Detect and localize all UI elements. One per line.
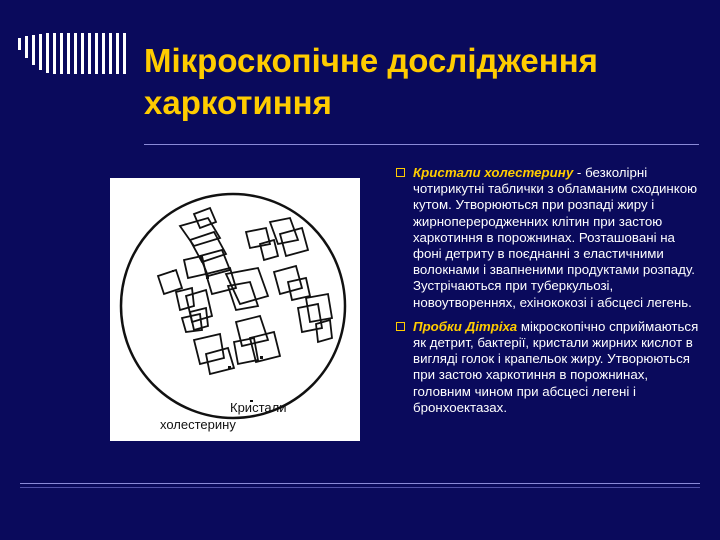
slide-title (144, 40, 704, 124)
bullet-term: Кристали холестерину (413, 165, 574, 180)
title-divider (144, 144, 699, 145)
figure-caption (160, 399, 340, 433)
figure-caption-line-1: Кристали (230, 400, 287, 415)
bullet-term: Пробки Дітріха (413, 318, 518, 334)
bullet-separator: - (573, 165, 586, 180)
bullet-item (396, 165, 702, 311)
bullet-item (396, 319, 702, 416)
bullet-text: мікроскопічно сприймаються як детрит, бактерії, кристали жирних кислот в вигляді голок і крапельок жиру. Утворюються при застою харкотиння в порожнинах, головним чином при абсцесі легені і бронхоектазах. (413, 318, 699, 415)
bullet-text: безколірні чотирикутні таблички з обламаним сходинкою кутом. Утворюються при розпаді жиру і жирнопереродженних клітин при застою харкотиння в порожнинах. Розташовані на фоні детриту в поєднанні з еластичними волокнами і звапненими продуктами розпаду. Зустрічаються при туберкульозі, новоутвореннях, ехінококозі і абсцесі легень. (413, 165, 698, 310)
decorative-stripes (18, 32, 128, 74)
microscope-image (110, 178, 360, 441)
title-line-1: Мікроскопічне дослідження (144, 42, 598, 79)
square-bullet-icon (396, 322, 405, 331)
figure-caption-line-2: холестерину (160, 417, 236, 432)
footer-divider (20, 483, 700, 484)
bullet-list (396, 165, 702, 424)
square-bullet-icon (396, 168, 405, 177)
title-line-2: харкотиння (144, 84, 332, 121)
footer-divider-secondary (20, 487, 700, 488)
